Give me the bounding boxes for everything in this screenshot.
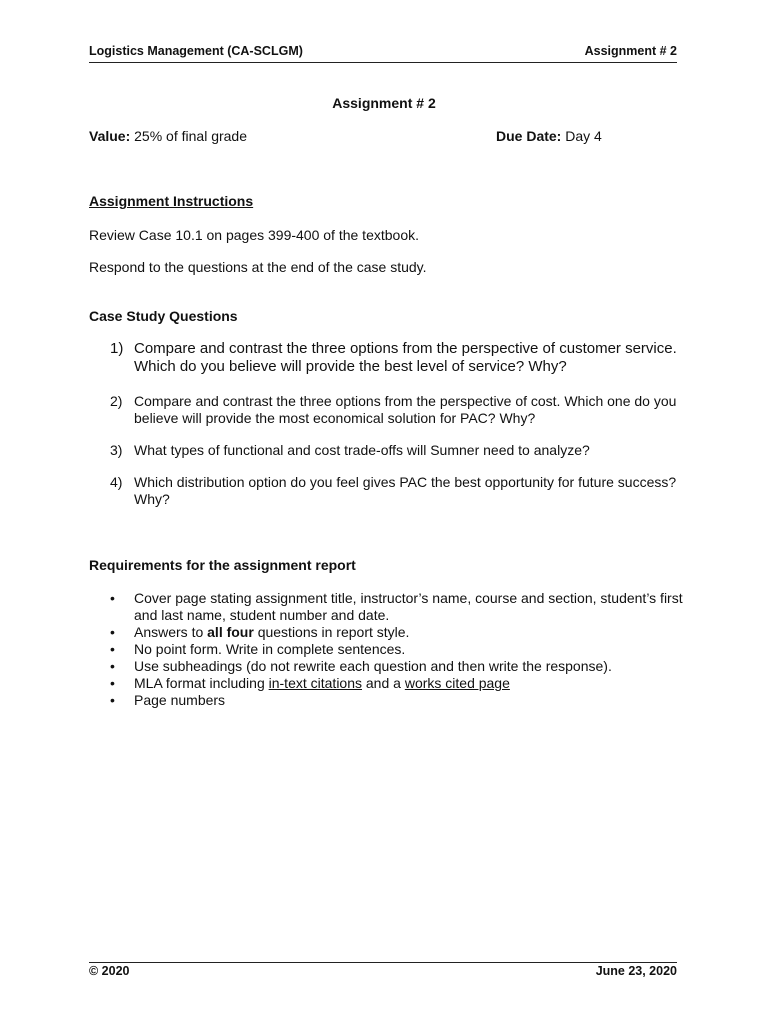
value-line (89, 128, 247, 145)
value-text: 25% of final grade (130, 128, 247, 144)
list-item: • Answers to all four questions in report style. (110, 624, 410, 640)
page-footer (89, 964, 677, 982)
instructions-paragraph-1: Review Case 10.1 on pages 399-400 of the textbook. (89, 227, 419, 243)
bullet-icon: • (110, 675, 115, 691)
header-divider (89, 62, 677, 63)
instructions-paragraph-2: Respond to the questions at the end of the case study. (89, 259, 427, 275)
works-cited-page-link[interactable]: works cited page (404, 675, 510, 691)
list-item: • No point form. Write in complete sentences. (110, 641, 406, 657)
header-assignment: Assignment # 2 (584, 44, 677, 58)
footer-date: June 23, 2020 (595, 964, 677, 978)
list-item: • Page numbers (110, 692, 226, 708)
question-number: 1) (110, 340, 124, 357)
list-item: • Use subheadings (do not rewrite each question and then write the response). (110, 658, 612, 674)
footer-copyright: © 2020 (89, 964, 130, 978)
question-text: Which distribution option do you feel gives PAC the best opportunity for future success? Why? (134, 474, 677, 507)
question-number: 2) (110, 393, 123, 409)
value-label: Value: (89, 128, 131, 144)
bullet-icon: • (110, 590, 115, 606)
requirements-list (110, 590, 690, 709)
list-item: • MLA format including in-text citations and a works cited page (110, 675, 510, 691)
bullet-icon: • (110, 658, 115, 674)
question-text: What types of functional and cost trade-offs will Sumner need to analyze? (134, 442, 590, 458)
emphasis-all-four: all four (207, 624, 254, 640)
question-number: 3) (110, 442, 123, 458)
due-date-text: Day 4 (561, 128, 602, 144)
in-text-citations-link[interactable]: in-text citations (268, 675, 362, 691)
page-title: Assignment # 2 (332, 95, 436, 111)
bullet-icon: • (110, 641, 115, 657)
header-course: Logistics Management (CA-SCLGM) (89, 44, 303, 58)
due-date-label: Due Date: (496, 128, 562, 144)
page-header (89, 44, 677, 62)
case-study-heading: Case Study Questions (89, 308, 238, 324)
question-text: Compare and contrast the three options from the perspective of cost. Which one do you believe will provide the most economical solution for PAC? Why? (134, 393, 677, 426)
bullet-icon: • (110, 624, 115, 640)
instructions-heading: Assignment Instructions (89, 193, 254, 209)
list-item: • Cover page stating assignment title, instructor’s name, course and section, student’s first and last name, student number and date. (110, 590, 683, 623)
question-number: 4) (110, 474, 123, 490)
footer-divider (89, 962, 677, 963)
question-text: Compare and contrast the three options from the perspective of customer service. Which do you believe will provide the best level of service? Why? (134, 340, 677, 375)
due-date-line (496, 128, 602, 145)
bullet-icon: • (110, 692, 115, 708)
requirements-heading: Requirements for the assignment report (89, 557, 356, 573)
